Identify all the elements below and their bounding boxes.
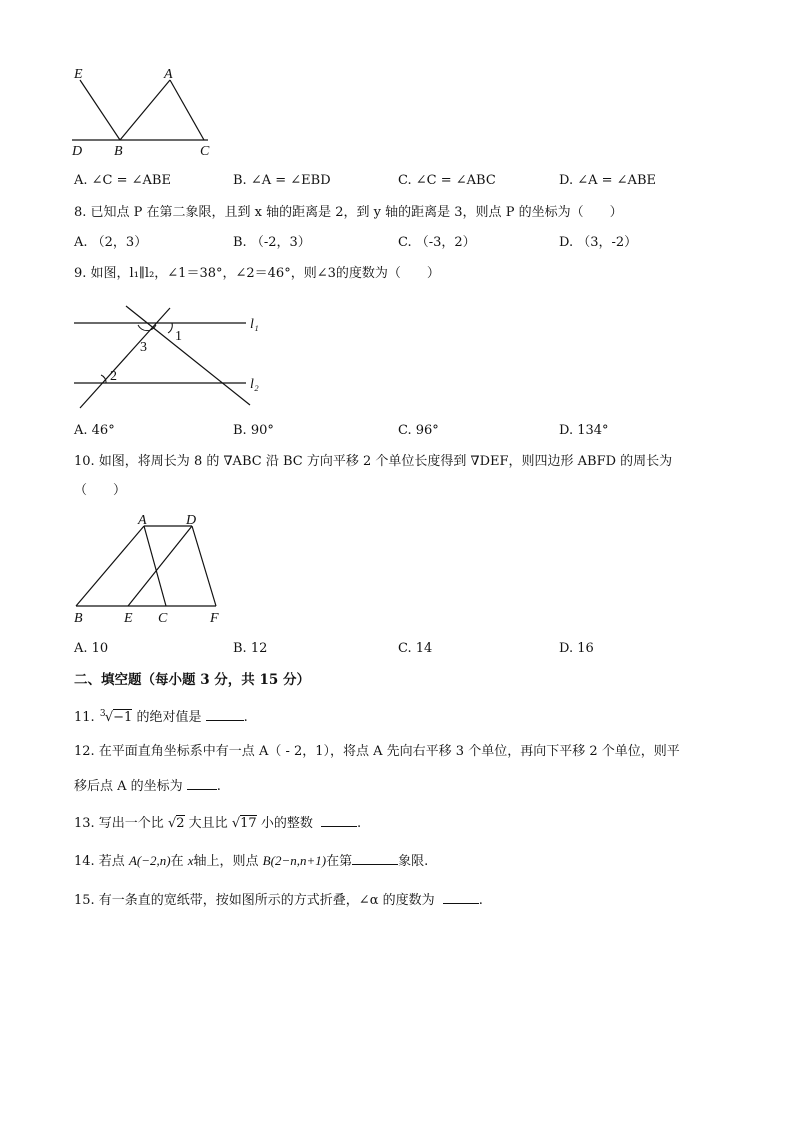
label-l1: l₁ — [250, 317, 259, 332]
figure-q10 — [70, 512, 240, 627]
q10-stem-line1: 10. 如图，将周长为 8 的 ∇ABC 沿 BC 方向平移 2 个单位长度得到 ∇DEF，则四边形 ABFD 的周长为 — [74, 454, 673, 469]
label-angle-1: 1 — [175, 329, 182, 344]
q12-answer-blank[interactable] — [187, 777, 217, 790]
q14-post: 象限 — [398, 854, 425, 869]
q11-answer-blank[interactable] — [206, 708, 244, 721]
q8-stem: 8. 已知点 P 在第二象限，且到 x 轴的距离是 2，到 y 轴的距离是 3，则点 P 的坐标为（ ） — [74, 205, 623, 220]
q11-radical — [99, 709, 133, 726]
label-B: B — [74, 611, 83, 626]
figure-q7 — [66, 64, 226, 159]
figure-q9 — [70, 300, 270, 410]
q7-option-c: C. ∠C = ∠ABC — [398, 173, 496, 188]
label-l2: l₂ — [250, 377, 259, 392]
q15-period: . — [478, 893, 483, 908]
q10-option-b: B. 12 — [233, 641, 268, 656]
q11 — [74, 708, 248, 726]
q8-option-b: B. （-2，3） — [233, 235, 311, 250]
q9-option-c: C. 96° — [398, 423, 439, 438]
q14-point-a: A(−2,n) — [128, 853, 171, 868]
q14-mid3: 在第 — [326, 854, 353, 869]
q13-answer-blank[interactable] — [321, 814, 357, 827]
q10-option-c: C. 14 — [398, 641, 433, 656]
q11-number: 11. — [74, 710, 95, 725]
q11-radical-index: 3 — [99, 709, 106, 719]
label-A: A — [138, 513, 147, 528]
sqrt-icon: √ — [167, 816, 177, 831]
radical-sign-icon: √ — [104, 710, 114, 725]
q8-option-c: C. （-3，2） — [398, 235, 476, 250]
q14-answer-blank[interactable] — [352, 852, 398, 865]
label-A: A — [164, 67, 173, 82]
q13-mid: 大且比 — [188, 816, 228, 831]
label-F: F — [210, 611, 219, 626]
q15-text: 15. 有一条直的宽纸带，按如图所示的方式折叠，∠α 的度数为 — [74, 893, 435, 908]
q14-x: x — [187, 853, 194, 868]
q11-text: 的绝对值是 — [136, 710, 202, 725]
q10-option-a: A. 10 — [74, 641, 109, 656]
q13-radicand-1: 2 — [176, 816, 185, 831]
q8-option-d: D. （3，-2） — [559, 235, 638, 250]
label-E: E — [124, 611, 133, 626]
q10-stem-line2: （ ） — [74, 483, 127, 498]
q7-option-b: B. ∠A = ∠EBD — [233, 173, 331, 188]
q13-pre: 13. 写出一个比 — [74, 816, 164, 831]
q13 — [74, 814, 361, 832]
q14-pre: 14. 若点 — [74, 854, 125, 869]
q11-radicand: −1 — [113, 710, 133, 725]
q9-option-b: B. 90° — [233, 423, 274, 438]
label-D: D — [72, 144, 83, 159]
q12-line2: 移后点 A 的坐标为 — [74, 779, 183, 794]
q13-period: . — [356, 816, 362, 831]
q14 — [74, 852, 428, 870]
q7-option-d: D. ∠A = ∠ABE — [559, 173, 656, 188]
label-angle-3: 3 — [140, 340, 147, 355]
label-angle-2: 2 — [110, 369, 117, 384]
q12-line2-wrap — [74, 777, 221, 795]
q15 — [74, 891, 483, 909]
label-D: D — [186, 513, 197, 528]
q11-period: . — [243, 710, 248, 725]
q12-period: . — [216, 779, 221, 794]
q10-option-d: D. 16 — [559, 641, 594, 656]
q14-point-b: B(2−n,n+1) — [262, 853, 327, 868]
sqrt-icon: √ — [231, 816, 241, 831]
label-C: C — [200, 144, 210, 159]
q9-option-a: A. 46° — [74, 423, 115, 438]
q14-period: . — [424, 854, 429, 869]
q9-option-d: D. 134° — [559, 423, 609, 438]
q12-line1: 12. 在平面直角坐标系中有一点 A（ - 2，1），将点 A 先向右平移 3 个单位，再向下平移 2 个单位，则平 — [74, 744, 680, 759]
q7-option-a: A. ∠C = ∠ABE — [74, 173, 171, 188]
label-B: B — [114, 144, 123, 159]
label-C: C — [158, 611, 168, 626]
q9-stem: 9. 如图，l₁∥l₂，∠1＝38°，∠2＝46°，则∠3的度数为（ ） — [74, 266, 440, 281]
q14-mid1: 在 — [170, 854, 184, 869]
label-E: E — [74, 67, 83, 82]
q13-radicand-2: 17 — [240, 816, 257, 831]
q15-answer-blank[interactable] — [443, 891, 479, 904]
q14-mid2: 轴上，则点 — [193, 854, 259, 869]
q8-option-a: A. （2，3） — [74, 235, 148, 250]
q13-post: 小的整数 — [260, 816, 313, 831]
section-title: 二、填空题（每小题 3 分，共 15 分） — [74, 672, 310, 688]
